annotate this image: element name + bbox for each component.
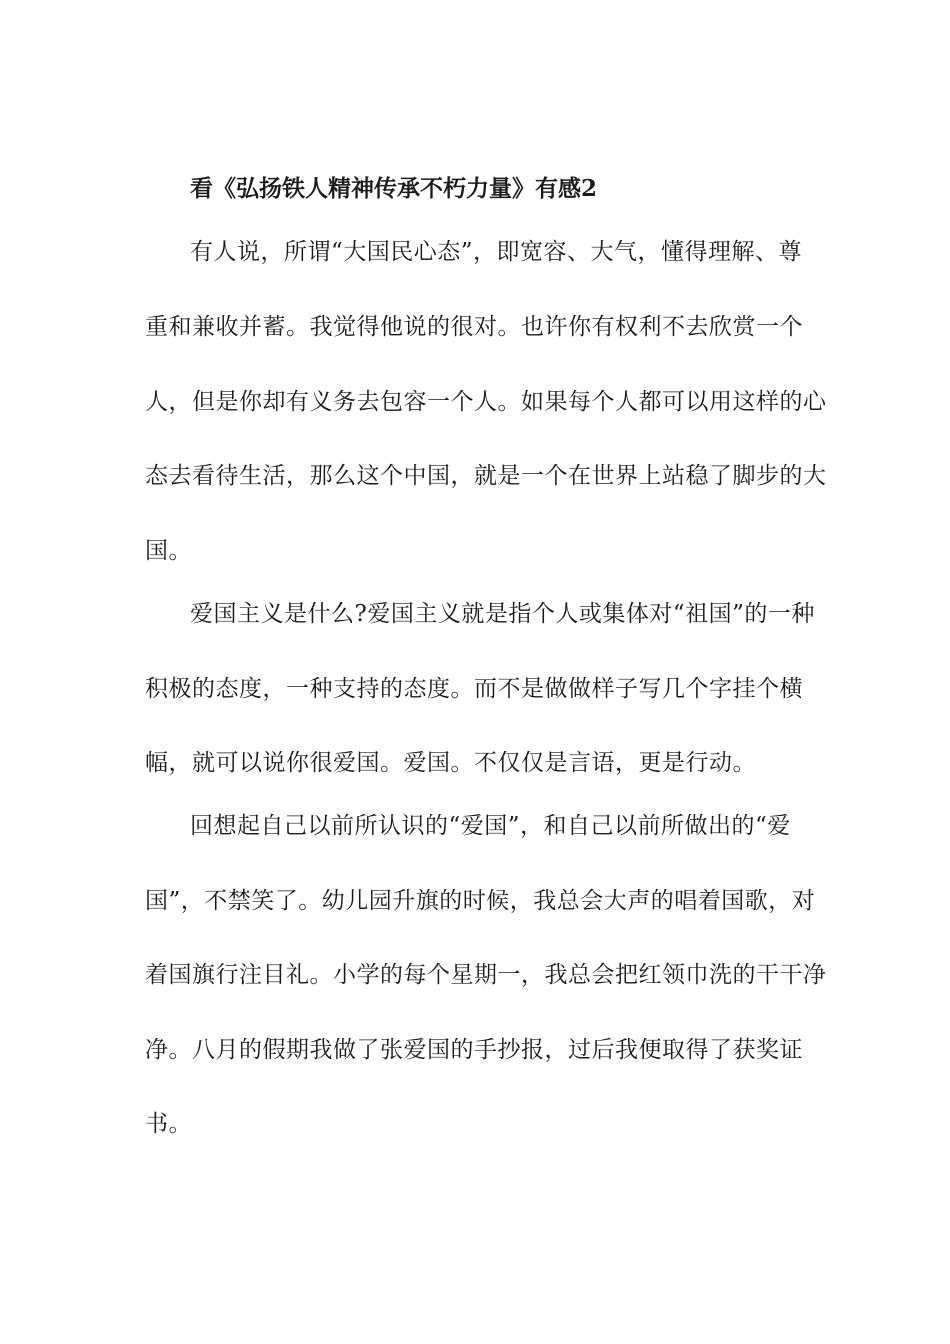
paragraph-1-line-5: 国。	[145, 538, 192, 564]
paragraph-2-line-1: 爱国主义是什么?爱国主义就是指个人或集体对“祖国”的一种	[190, 601, 815, 627]
paragraph-3-line-3: 着国旗行注目礼。小学的每个星期一，我总会把红领巾洗的干干净	[145, 962, 827, 988]
paragraph-1-line-3: 人，但是你却有义务去包容一个人。如果每个人都可以用这样的心	[145, 389, 827, 415]
paragraph-3-line-2: 国”，不禁笑了。幼儿园升旗的时候，我总会大声的唱着国歌，对	[145, 888, 816, 914]
paragraph-3-line-1: 回想起自己以前所认识的“爱国”，和自己以前所做出的“爱	[190, 813, 791, 839]
paragraph-3-line-4: 净。八月的假期我做了张爱国的手抄报，过后我便取得了获奖证	[145, 1037, 803, 1063]
paragraph-1-line-4: 态去看待生活，那么这个中国，就是一个在世界上站稳了脚步的大	[145, 463, 827, 489]
paragraph-2-line-2: 积极的态度，一种支持的态度。而不是做做样子写几个字挂个横	[145, 676, 803, 702]
document-title: 看《弘扬铁人精神传承不朽力量》有感2	[190, 175, 598, 202]
paragraph-3-line-5: 书。	[145, 1111, 192, 1137]
paragraph-1-line-2: 重和兼收并蓄。我觉得他说的很对。也许你有权利不去欣赏一个	[145, 314, 803, 340]
paragraph-2-line-3: 幅，就可以说你很爱国。爱国。不仅仅是言语，更是行动。	[145, 750, 756, 776]
paragraph-1-line-1: 有人说，所谓“大国民心态”，即宽容、大气，懂得理解、尊	[190, 239, 803, 265]
